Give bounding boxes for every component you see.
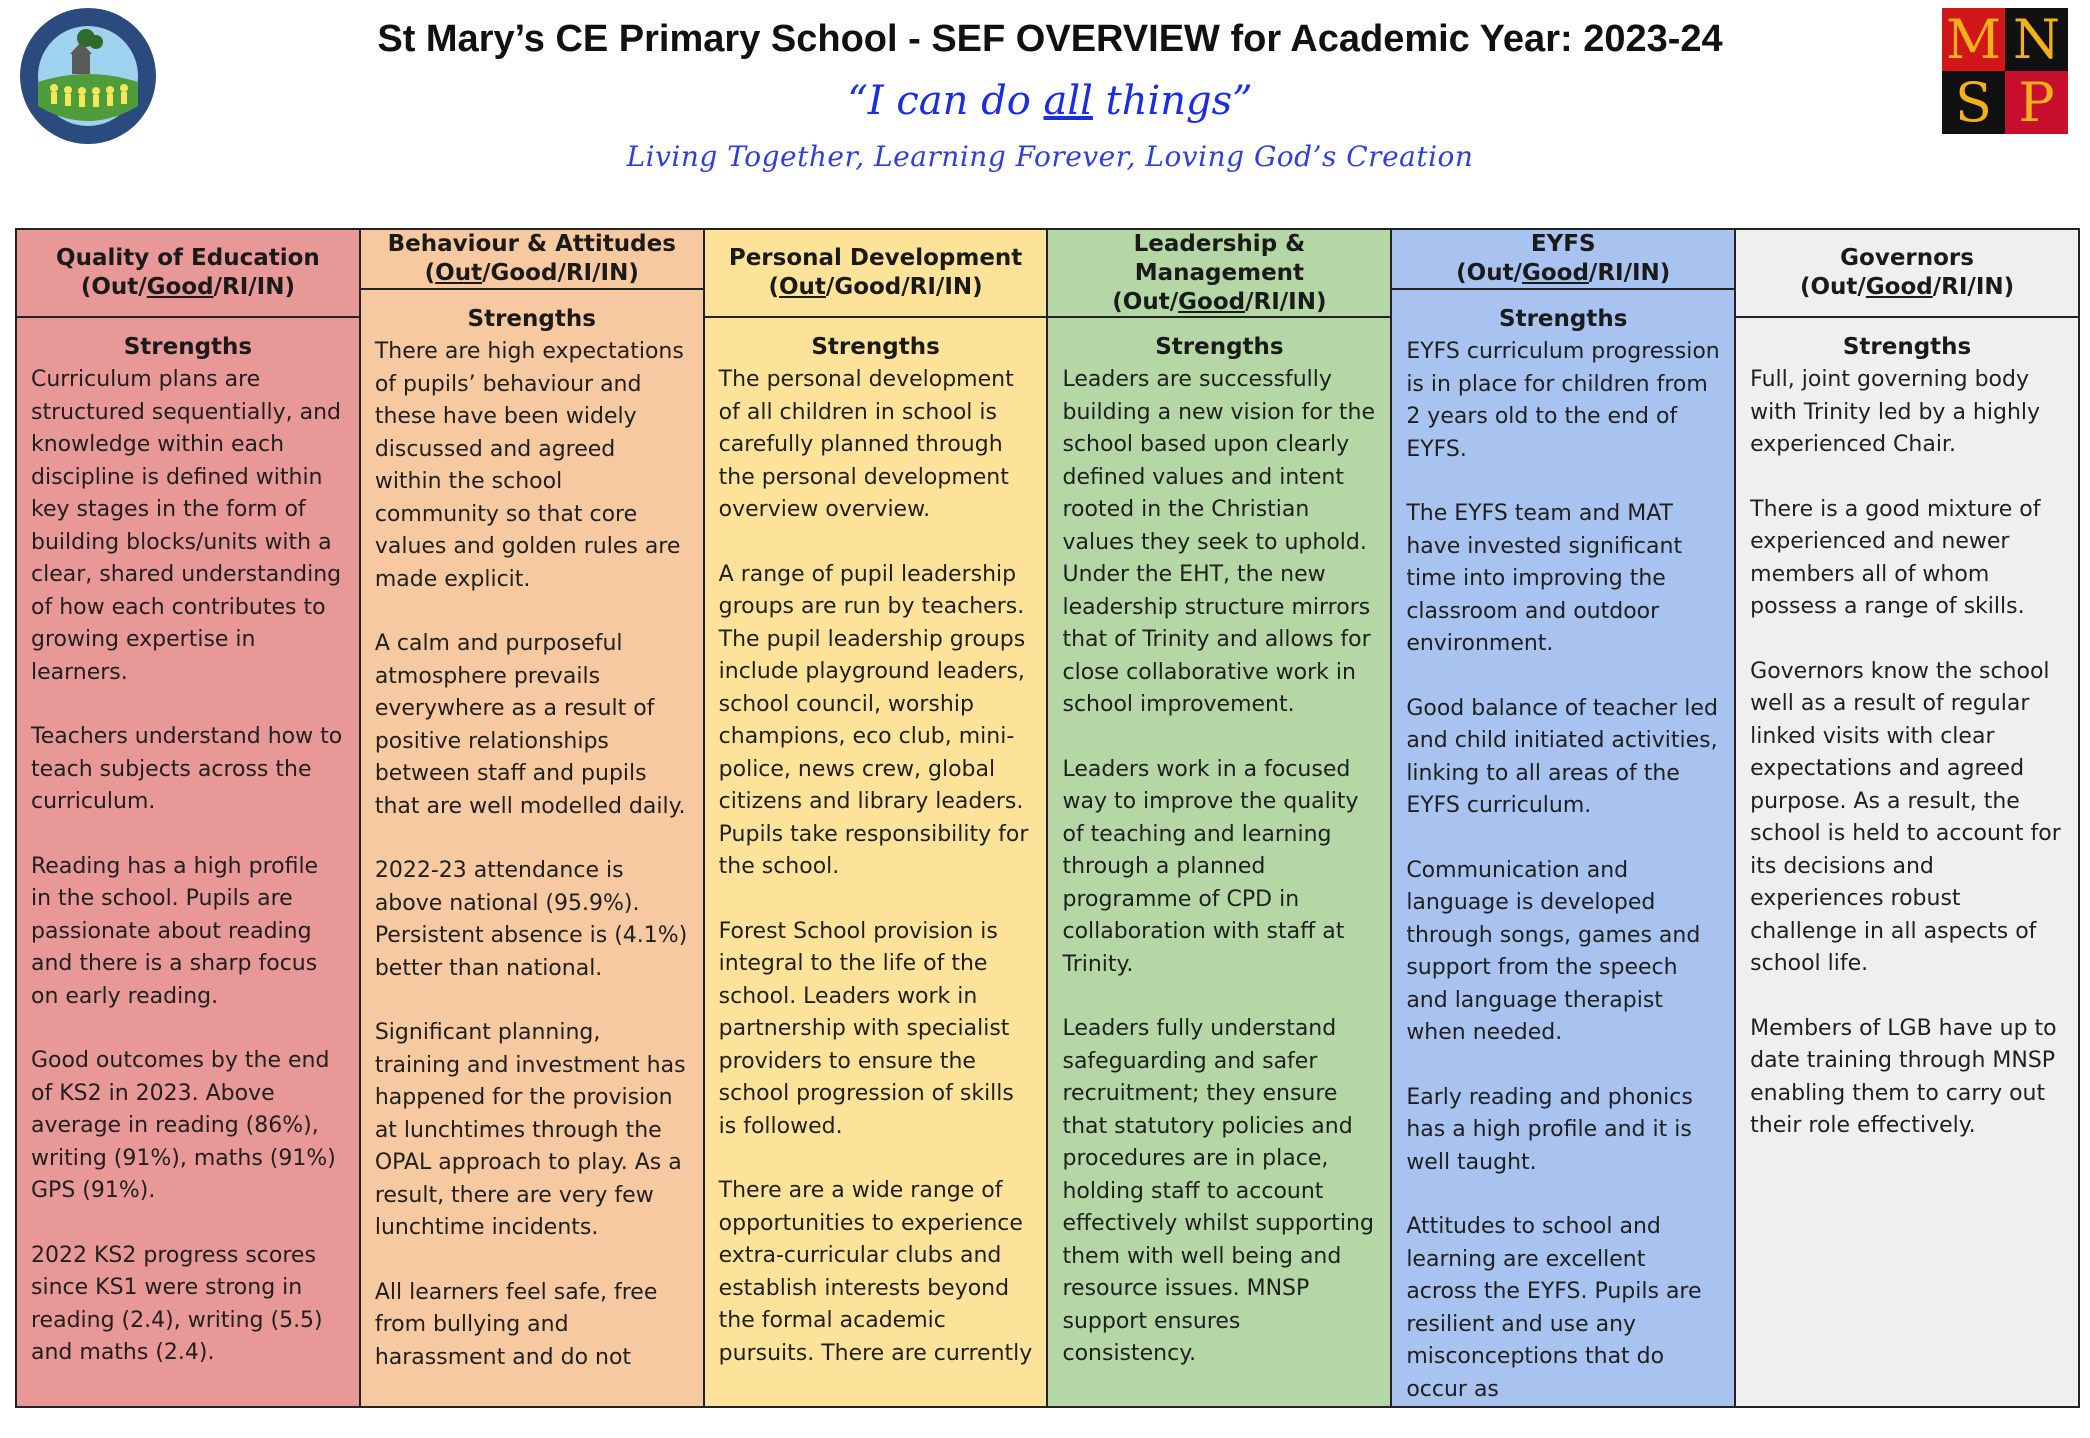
strength-paragraph: There are high expectations of pupils’ behaviour and these have been widely discussed and agreed within the school community so that core values and golden rules are made explicit. [374, 339, 684, 592]
strength-paragraph: A range of pupil leadership groups are run by teachers. The pupil leadership groups include playground leaders, school council, worship champions, eco club, mini-police, news crew, global citizens and library leaders. Pupils take responsibility for the school. [718, 561, 1029, 879]
strength-paragraph: Leaders fully understand safeguarding and safer recruitment; they ensure that statutory policies and procedures are in place, holding staff to account effectively whilst supporting them with well being and resource issues. MNSP support ensures consistency. [1062, 1016, 1374, 1366]
mnsp-letter: P [2005, 71, 2068, 134]
strengths-heading: Strengths [811, 334, 940, 360]
grade-text: /RI/IN) [1245, 288, 1327, 315]
grade-options [1112, 288, 1326, 317]
mnsp-letter: N [2005, 8, 2068, 71]
motto-part: “I can do [847, 78, 1044, 124]
column-title: EYFS [1530, 231, 1596, 257]
strengths-heading: Strengths [1155, 334, 1284, 360]
grade-text: ( [768, 274, 779, 300]
column-title: Quality of Education [56, 245, 320, 271]
grade-text: /Good/RI/IN) [825, 274, 983, 300]
column-body [705, 318, 1047, 1406]
column-leadership-management [1048, 230, 1392, 1406]
column-governors [1736, 230, 2078, 1406]
column-header [361, 230, 703, 290]
strength-paragraph: Significant planning, training and investment has happened for the provision at lunchtimes through the OPAL approach to play. As a result, there are very few lunchtime incidents. [374, 1020, 686, 1240]
strength-paragraph: All learners feel safe, free from bullying and harassment and do not [374, 1279, 658, 1370]
column-header [1392, 230, 1734, 290]
strength-paragraph: The personal development of all children in school is carefully planned through the personal development overview overview. [718, 367, 1014, 522]
strength-paragraph: Members of LGB have up to date training through MNSP enabling them to carry out their role effectively. [1750, 1015, 2057, 1138]
column-header [705, 230, 1047, 318]
strength-paragraph: EYFS curriculum progression is in place for children from 2 years old to the end of EYFS. [1406, 339, 1720, 462]
grade-text: (Out/ [1456, 260, 1522, 286]
grade-text: ( [424, 260, 436, 286]
column-header [1736, 230, 2078, 318]
motto-underlined-word: all [1043, 78, 1093, 124]
grade-text: /RI/IN) [213, 274, 295, 300]
selected-grade: Good [1521, 260, 1589, 286]
school-crest-icon [20, 8, 156, 144]
column-title: Personal Development [728, 245, 1023, 271]
strengths-heading: Strengths [1499, 306, 1628, 332]
mnsp-letter: M [1942, 8, 2005, 71]
grade-text: /RI/IN) [1588, 260, 1671, 286]
strength-paragraph: There are a wide range of opportunities to experience extra-curricular clubs and establish interests beyond the formal academic pursuits. There are currently [718, 1178, 1033, 1366]
strength-paragraph: Leaders are successfully building a new vision for the school based upon clearly defined values and intent rooted in the Christian values they seek to uphold. Under the EHT, the new leadership structure mirrors that of Trinity and allows for close collaborative work in school improvement. [1062, 367, 1375, 717]
grade-options [81, 273, 295, 302]
strength-paragraph: Forest School provision is integral to the life of the school. Leaders work in partnership with specialist providers to ensure the school progression of skills is followed. [718, 918, 1014, 1139]
selected-grade: Good [146, 274, 214, 300]
grade-text: (Out/ [1112, 288, 1179, 315]
strength-paragraph: Attitudes to school and learning are excellent across the EYFS. Pupils are resilient and use any misconceptions that do occur as [1406, 1214, 1702, 1402]
grade-text: (Out/ [1799, 274, 1866, 300]
strength-paragraph: A calm and purposeful atmosphere prevails everywhere as a result of positive relationships between staff and pupils that are well modelled daily. [374, 631, 686, 819]
column-title: Governors [1840, 245, 1974, 271]
column-behaviour-attitudes [361, 230, 705, 1406]
selected-grade: Good [1178, 288, 1246, 315]
strength-paragraph: 2022-23 attendance is above national (95.9%). Persistent absence is (4.1%) better than national. [374, 858, 688, 981]
strength-paragraph: Good balance of teacher led and child initiated activities, linking to all areas of the EYFS curriculum. [1406, 695, 1718, 818]
column-title: Behaviour & Attitudes [387, 231, 676, 257]
school-tagline: Living Together, Learning Forever, Loving God’s Creation [626, 140, 1474, 173]
grade-options [1800, 273, 2014, 302]
strength-paragraph: 2022 KS2 progress scores since KS1 were strong in reading (2.4), writing (5.5) and maths (2.4). [31, 1242, 323, 1365]
column-eyfs [1392, 230, 1736, 1406]
column-body [1736, 318, 2078, 1406]
selected-grade: Out [779, 274, 826, 300]
grade-text: /RI/IN) [1932, 274, 2015, 300]
strength-paragraph: Teachers understand how to teach subjects across the curriculum. [31, 724, 343, 814]
strength-paragraph: The EYFS team and MAT have invested significant time into improving the classroom and outdoor environment. [1406, 501, 1683, 656]
column-header [1048, 230, 1390, 318]
grade-options [425, 259, 639, 288]
grade-options [1456, 259, 1670, 288]
column-body [1392, 290, 1734, 1438]
strength-paragraph: Governors know the school well as a result of regular linked visits with clear expectations and agreed purpose. As a result, the school is held to account for its decisions and experiences robust challenge in all aspects of school life. [1750, 658, 2061, 976]
strength-paragraph: Early reading and phonics has a high profile and it is well taught. [1406, 1084, 1693, 1175]
column-header [17, 230, 359, 318]
grade-text: /Good/RI/IN) [482, 260, 639, 286]
selected-grade: Good [1865, 274, 1933, 300]
column-quality-of-education [17, 230, 361, 1406]
strengths-heading: Strengths [1842, 334, 1972, 360]
motto-part: things” [1092, 78, 1253, 124]
grade-options [768, 273, 982, 302]
selected-grade: Out [435, 260, 483, 286]
strength-paragraph: There is a good mixture of experienced and newer members all of whom possess a range of skills. [1750, 496, 2041, 619]
column-body [1048, 318, 1390, 1406]
strength-paragraph: Leaders work in a focused way to improve the quality of teaching and learning through a planned programme of CPD in collaboration with staff at Trinity. [1062, 756, 1359, 977]
strengths-heading: Strengths [123, 334, 253, 360]
column-personal-development [705, 230, 1049, 1406]
strength-paragraph: Curriculum plans are structured sequentially, and knowledge within each discipline is defined within key stages in the form of building blocks/units with a clear, shared understanding of how each contributes to growing expertise in learners. [31, 367, 342, 685]
strength-paragraph: Good outcomes by the end of KS2 in 2023. Above average in reading (86%), writing (91%), maths (91%) GPS (91%). [31, 1048, 336, 1203]
mnsp-logo-icon [1942, 8, 2068, 134]
column-body [17, 318, 359, 1406]
column-body [361, 290, 703, 1406]
strengths-heading: Strengths [467, 306, 596, 332]
mnsp-letter: S [1942, 71, 2005, 134]
page-title: St Mary’s CE Primary School - SEF OVERVIEW for Academic Year: 2023-24 [377, 18, 1723, 60]
strength-paragraph: Communication and language is developed through songs, games and support from the speech and language therapist when needed. [1406, 857, 1701, 1045]
sef-overview-table [15, 228, 2080, 1408]
grade-text: (Out/ [80, 274, 147, 300]
strength-paragraph: Full, joint governing body with Trinity led by a highly experienced Chair. [1750, 367, 2041, 457]
column-title: Leadership & Management [1133, 230, 1306, 286]
school-motto [180, 78, 1920, 124]
strength-paragraph: Reading has a high profile in the school. Pupils are passionate about reading and there is a sharp focus on early reading. [31, 853, 319, 1009]
